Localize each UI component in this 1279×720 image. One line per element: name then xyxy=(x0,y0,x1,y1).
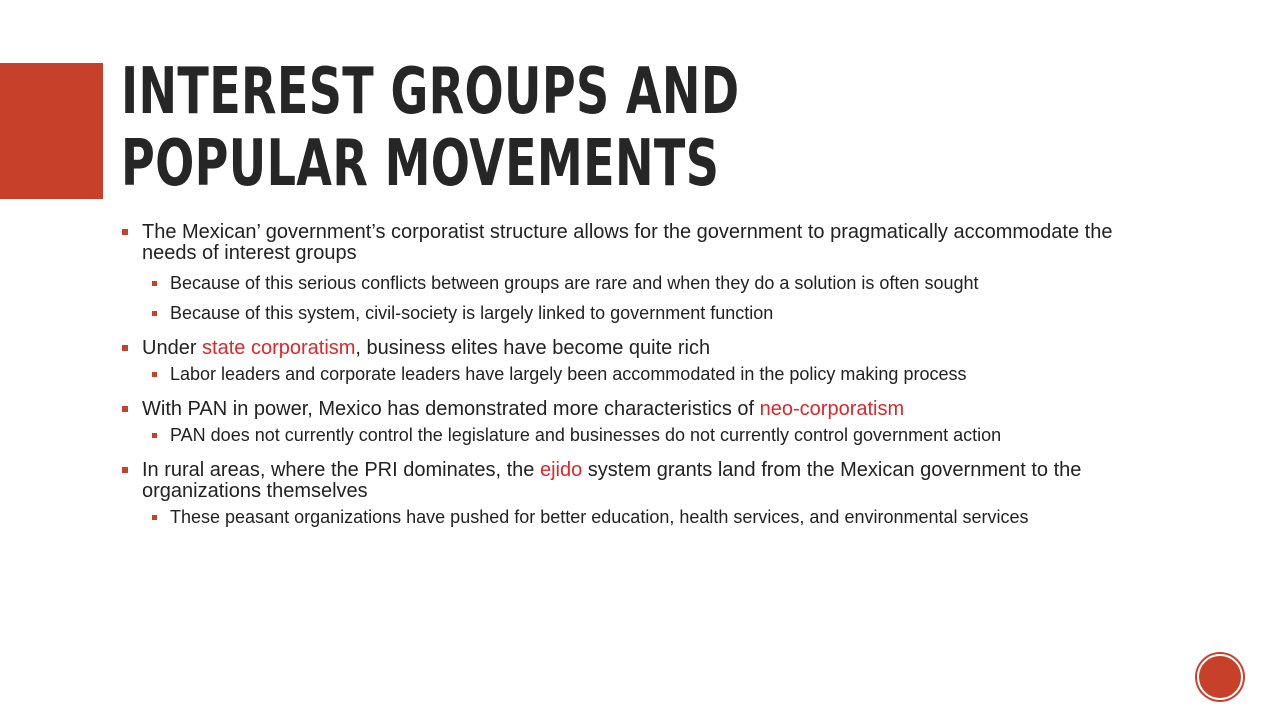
bullet-square-icon xyxy=(122,406,128,412)
slide-title: INTEREST GROUPS AND POPULAR MOVEMENTS xyxy=(121,55,740,201)
sub-bullet-labor-leaders xyxy=(122,365,1142,384)
sub-bullet-civil-society xyxy=(122,304,1142,323)
sub-bullet-square-icon xyxy=(152,372,157,377)
bullet-post-text: system grants land from the Mexican government to the organizations themselves xyxy=(142,459,1082,502)
sub-bullet-square-icon xyxy=(152,433,157,438)
sub-bullet-text: Labor leaders and corporate leaders have largely been accommodated in the policy making process xyxy=(170,364,967,384)
bullet-neo-corporatism xyxy=(122,399,1142,420)
bullet-post-text: , business elites have become quite rich xyxy=(355,337,711,359)
bullet-ejido-system xyxy=(122,460,1142,502)
bullet-pre-text: Under xyxy=(142,337,203,359)
sub-bullet-text: Because of this system, civil-society is largely linked to government function xyxy=(170,303,774,323)
sub-bullet-square-icon xyxy=(152,281,157,286)
sub-bullet-square-icon xyxy=(152,311,157,316)
bullet-square-icon xyxy=(122,229,128,235)
sub-bullet-text: PAN does not currently control the legislature and businesses do not currently control government action xyxy=(170,425,1002,445)
slide-number-badge xyxy=(1197,654,1243,700)
highlighted-term: state corporatism xyxy=(202,337,356,359)
slide-body xyxy=(122,222,1142,527)
title-accent-bar xyxy=(0,63,103,199)
bullet-state-corporatism xyxy=(122,338,1142,359)
bullet-corporatist-structure xyxy=(122,222,1142,264)
sub-bullet-peasant-organizations xyxy=(122,508,1142,527)
sub-bullet-conflicts-rare xyxy=(122,274,1142,293)
sub-bullet-square-icon xyxy=(152,515,157,520)
highlighted-term: ejido xyxy=(539,459,583,481)
bullet-pre-text: In rural areas, where the PRI dominates, the xyxy=(142,459,540,481)
bullet-text: The Mexican’ government’s corporatist structure allows for the government to pragmatically accommodate the needs of interest groups xyxy=(142,221,1113,264)
sub-bullet-pan-control xyxy=(122,426,1142,445)
bullet-square-icon xyxy=(122,467,128,473)
sub-bullet-text: These peasant organizations have pushed for better education, health services, and environmental services xyxy=(170,507,1029,527)
highlighted-term: neo-corporatism xyxy=(759,398,905,420)
sub-bullet-text: Because of this serious conflicts between groups are rare and when they do a solution is often sought xyxy=(170,273,979,293)
bullet-pre-text: With PAN in power, Mexico has demonstrated more characteristics of xyxy=(142,398,760,420)
bullet-square-icon xyxy=(122,345,128,351)
